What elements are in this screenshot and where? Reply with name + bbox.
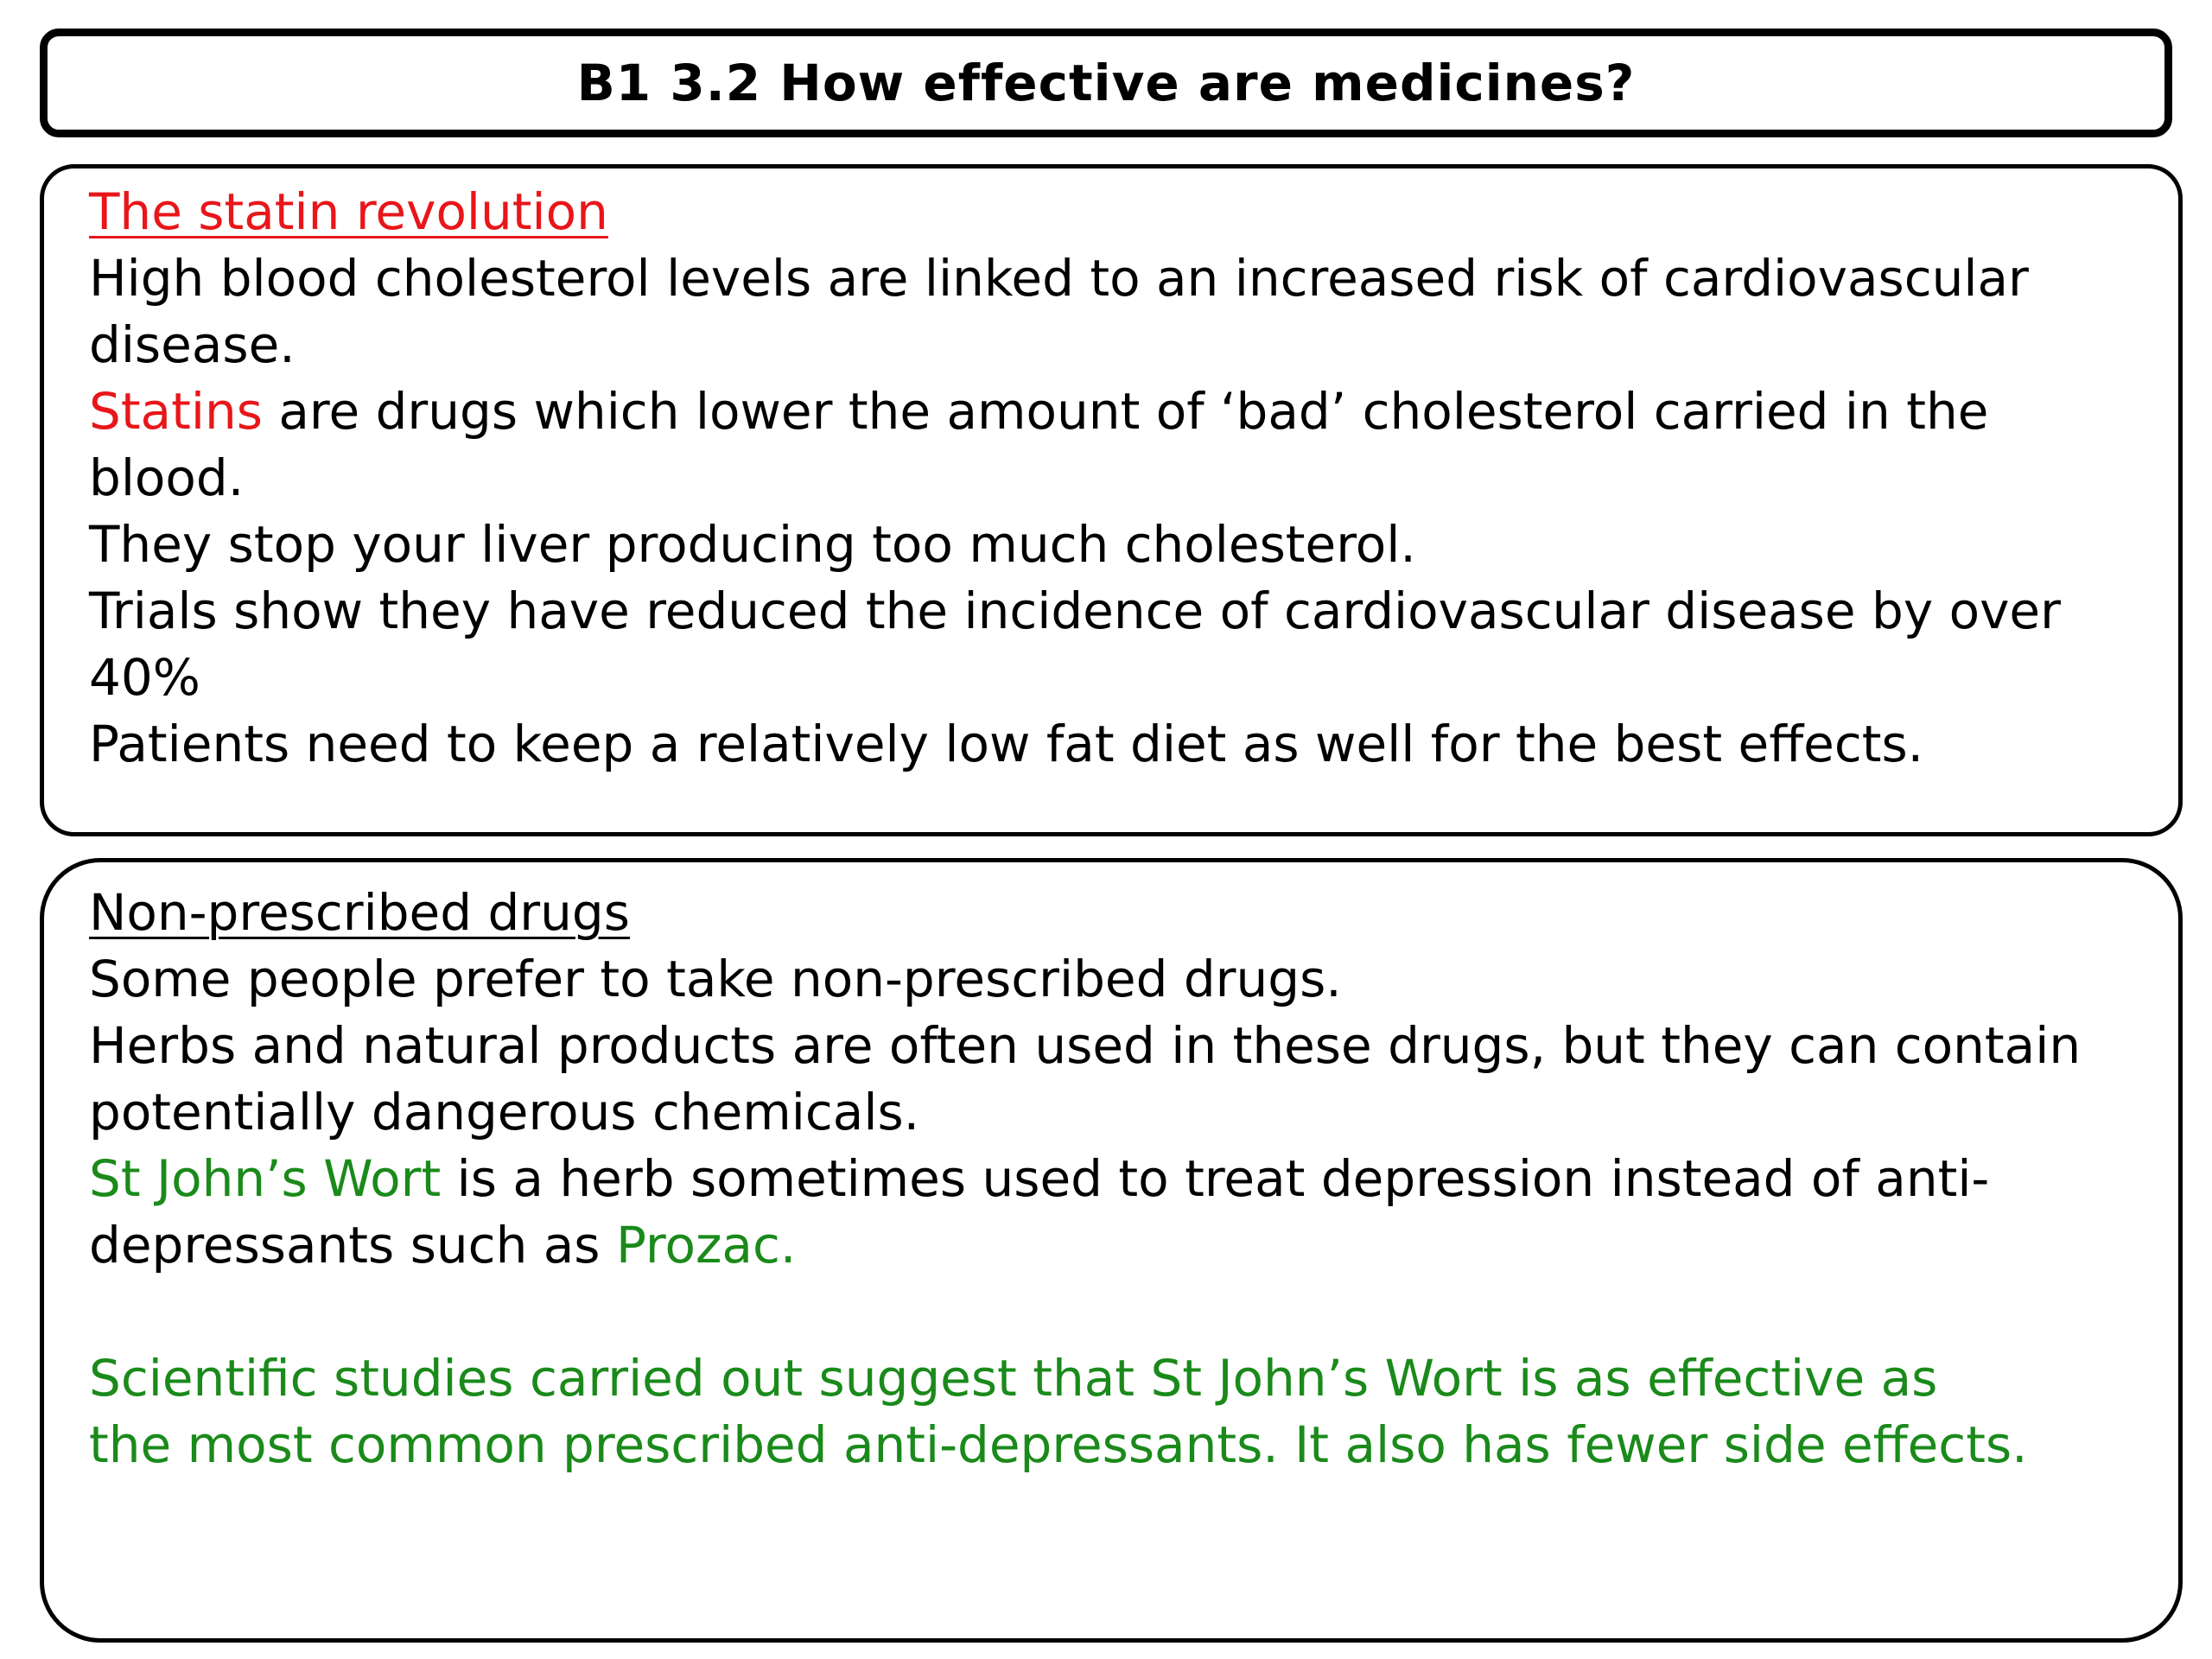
paragraph-spacer	[89, 1279, 2152, 1345]
statin-line-1: High blood cholesterol levels are linked to an increased risk of cardiovascular	[89, 249, 2029, 308]
prozac-term: Prozac.	[615, 1216, 797, 1274]
title-box	[40, 29, 2172, 137]
statin-line-2: disease.	[89, 315, 296, 374]
nonprescribed-line-1: Some people prefer to take non-prescribed drugs.	[89, 950, 1342, 1008]
nonprescribed-line-4	[89, 1146, 2152, 1212]
statin-line-8: Patients need to keep a relatively low fat diet as well for the best effects.	[89, 715, 1924, 773]
st-johns-wort-term: St John’s Wort	[89, 1149, 442, 1208]
statin-line-5: They stop your liver producing too much cholesterol.	[89, 515, 1416, 574]
nonprescribed-line-4-rest: is a herb sometimes used to treat depression instead of anti-	[441, 1149, 1990, 1208]
statin-line-3	[89, 378, 2152, 445]
nonprescribed-line-7: the most common prescribed anti-depressants. It also has fewer side effects.	[89, 1415, 2028, 1474]
nonprescribed-line-2: Herbs and natural products are often used in these drugs, but they can contain	[89, 1016, 2082, 1075]
statin-line-6: Trials show they have reduced the incidence of cardiovascular disease by over	[89, 582, 2061, 640]
statin-panel	[40, 164, 2183, 836]
statins-term: Statins	[89, 382, 263, 441]
statin-heading: The statin revolution	[89, 182, 608, 241]
statin-line-4: blood.	[89, 448, 245, 507]
nonprescribed-line-5	[89, 1212, 2152, 1279]
statin-line-7: 40%	[89, 648, 200, 707]
statin-line-3-rest: are drugs which lower the amount of ‘bad’ cholesterol carried in the	[262, 382, 1989, 441]
nonprescribed-line-5-start: depressants such as	[89, 1216, 616, 1274]
nonprescribed-line-6: Scientific studies carried out suggest that St John’s Wort is as effective as	[89, 1349, 1938, 1408]
nonprescribed-panel	[40, 858, 2183, 1643]
nonprescribed-heading: Non-prescribed drugs	[89, 883, 630, 942]
page-title: B1 3.2 How effective are medicines?	[576, 54, 1636, 112]
nonprescribed-line-3: potentially dangerous chemicals.	[89, 1083, 920, 1141]
